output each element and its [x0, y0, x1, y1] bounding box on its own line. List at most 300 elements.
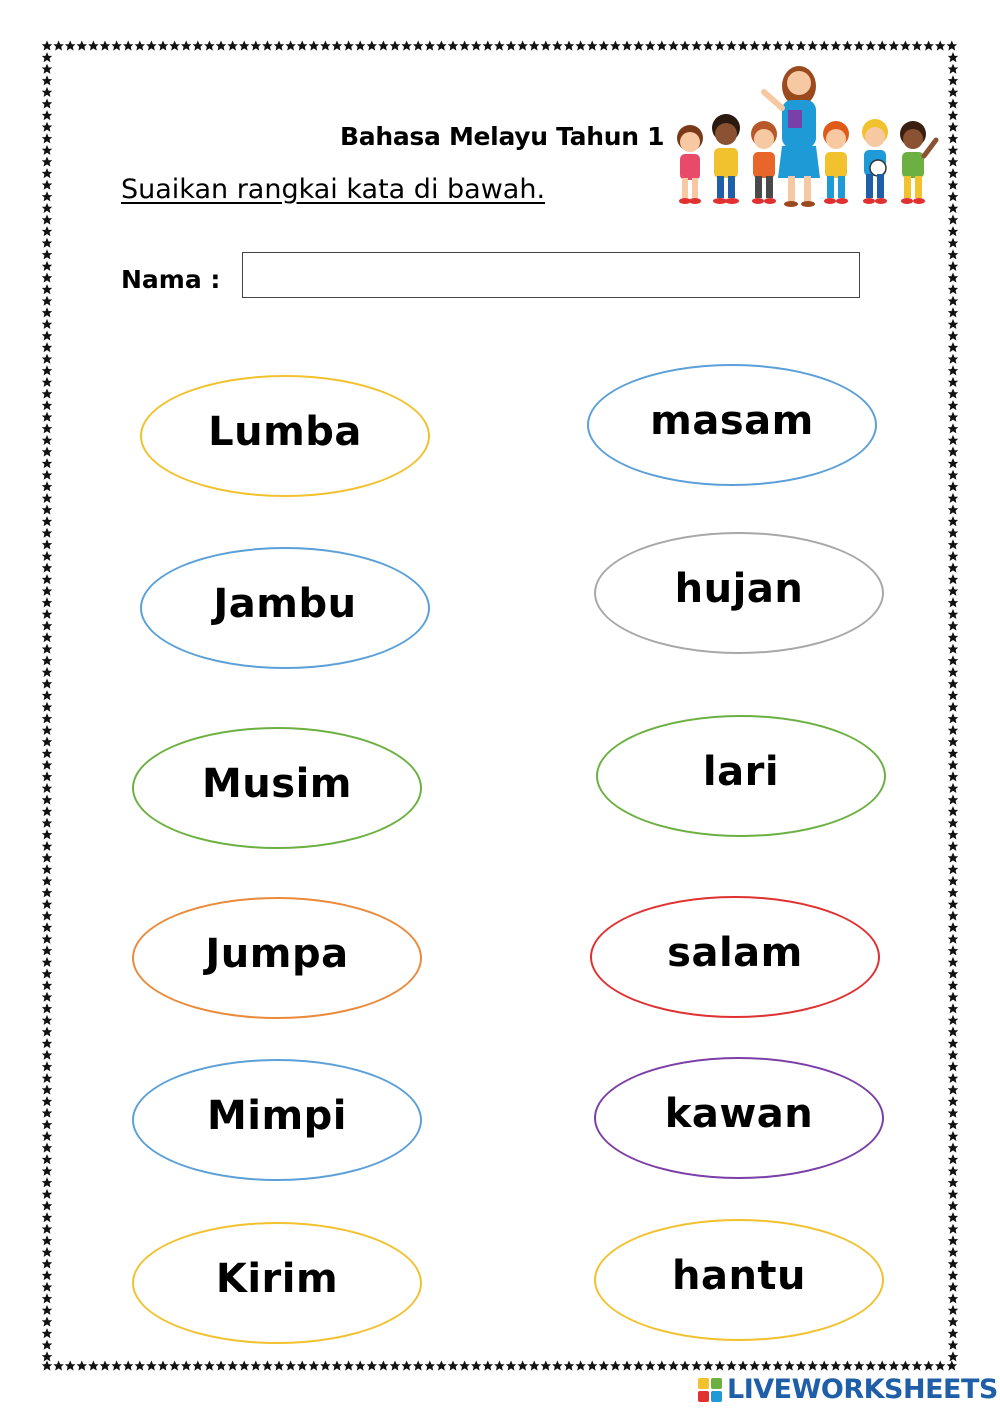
border-star: [65, 41, 75, 51]
border-star: [146, 1361, 156, 1371]
border-star: [42, 609, 52, 619]
border-star: [923, 1361, 933, 1371]
border-star: [935, 41, 945, 51]
border-star: [42, 377, 52, 387]
border-star: [216, 1361, 226, 1371]
border-star: [948, 945, 958, 955]
border-star: [158, 1361, 168, 1371]
border-star: [947, 1361, 957, 1371]
border-star: [169, 1361, 179, 1371]
border-star: [541, 41, 551, 51]
border-star: [42, 748, 52, 758]
border-star: [726, 41, 736, 51]
border-star: [948, 679, 958, 689]
border-star: [483, 1361, 493, 1371]
word-oval-left-3[interactable]: [132, 727, 422, 849]
border-star: [42, 1131, 52, 1141]
border-star: [42, 273, 52, 283]
border-star: [633, 41, 643, 51]
word-oval-left-6[interactable]: [132, 1222, 422, 1344]
border-star: [948, 853, 958, 863]
border-star: [948, 632, 958, 642]
border-star: [865, 41, 875, 51]
border-star: [738, 1361, 748, 1371]
border-star: [948, 1201, 958, 1211]
border-star: [53, 1361, 63, 1371]
border-star: [948, 934, 958, 944]
border-star: [948, 1189, 958, 1199]
border-star: [42, 597, 52, 607]
word-text: hujan: [674, 566, 804, 612]
border-star: [948, 887, 958, 897]
border-star: [459, 1361, 469, 1371]
border-star: [42, 191, 52, 201]
border-star: [42, 354, 52, 364]
border-star: [948, 760, 958, 770]
border-star: [413, 41, 423, 51]
border-star: [645, 41, 655, 51]
border-star: [506, 41, 516, 51]
border-star: [320, 1361, 330, 1371]
border-star: [42, 1143, 52, 1153]
word-text: kawan: [664, 1091, 814, 1137]
border-star: [42, 1317, 52, 1327]
border-star: [100, 1361, 110, 1371]
border-star: [42, 365, 52, 375]
border-star: [42, 75, 52, 85]
word-oval-left-2[interactable]: [140, 547, 430, 669]
border-star: [88, 1361, 98, 1371]
border-star: [42, 911, 52, 921]
border-star: [948, 841, 958, 851]
border-star: [587, 1361, 597, 1371]
border-star: [42, 887, 52, 897]
border-star: [807, 1361, 817, 1371]
border-star: [274, 41, 284, 51]
border-star: [367, 41, 377, 51]
border-star: [831, 1361, 841, 1371]
border-star: [948, 621, 958, 631]
border-star: [948, 389, 958, 399]
border-star: [297, 41, 307, 51]
border-star: [309, 41, 319, 51]
border-star: [948, 458, 958, 468]
border-star: [854, 1361, 864, 1371]
border-star: [42, 481, 52, 491]
border-star: [948, 1073, 958, 1083]
border-star: [948, 876, 958, 886]
border-star: [42, 1038, 52, 1048]
border-star: [948, 87, 958, 97]
border-star: [948, 1293, 958, 1303]
border-star: [42, 1361, 52, 1371]
border-star: [948, 1061, 958, 1071]
border-star: [42, 1166, 52, 1176]
border-star: [42, 1189, 52, 1199]
liveworksheets-logo: [697, 1374, 998, 1405]
word-oval-left-1[interactable]: [140, 375, 430, 497]
border-star: [948, 713, 958, 723]
border-star: [912, 41, 922, 51]
border-star: [948, 980, 958, 990]
border-star: [42, 1119, 52, 1129]
border-star: [459, 41, 469, 51]
border-star: [948, 168, 958, 178]
border-star: [401, 41, 411, 51]
border-star: [552, 1361, 562, 1371]
word-oval-right-2[interactable]: [594, 532, 884, 654]
border-star: [948, 737, 958, 747]
border-star: [948, 795, 958, 805]
border-star: [948, 412, 958, 422]
border-star: [42, 296, 52, 306]
border-star: [948, 400, 958, 410]
border-star: [42, 1224, 52, 1234]
border-star: [691, 41, 701, 51]
border-star: [761, 41, 771, 51]
child-5: [862, 119, 888, 204]
border-star: [42, 760, 52, 770]
border-star: [65, 1361, 75, 1371]
border-star: [948, 481, 958, 491]
border-star: [42, 957, 52, 967]
border-star: [948, 1247, 958, 1257]
border-star: [738, 41, 748, 51]
border-star: [42, 1270, 52, 1280]
border-star: [494, 41, 504, 51]
border-star: [948, 609, 958, 619]
border-star: [948, 1119, 958, 1129]
border-star: [42, 1305, 52, 1315]
border-star: [42, 586, 52, 596]
border-star: [948, 1015, 958, 1025]
border-star: [948, 423, 958, 433]
word-oval-left-4[interactable]: [132, 897, 422, 1019]
word-text: Musim: [202, 761, 352, 807]
border-star: [42, 319, 52, 329]
word-text: salam: [667, 930, 803, 976]
border-star: [948, 969, 958, 979]
border-star: [948, 191, 958, 201]
border-star: [343, 41, 353, 51]
border-star: [948, 75, 958, 85]
border-star: [948, 597, 958, 607]
border-star: [181, 1361, 191, 1371]
border-star: [42, 412, 52, 422]
border-star: [42, 922, 52, 932]
border-star: [935, 1361, 945, 1371]
border-star: [948, 1212, 958, 1222]
border-star: [948, 586, 958, 596]
border-star: [865, 1361, 875, 1371]
border-star: [657, 41, 667, 51]
border-star: [948, 435, 958, 445]
instruction-text: Suaikan rangkai kata di bawah.: [121, 174, 546, 205]
border-star: [948, 1224, 958, 1234]
brand-mark-icon: [697, 1377, 723, 1403]
border-star: [42, 423, 52, 433]
border-star: [100, 41, 110, 51]
border-star: [912, 1361, 922, 1371]
border-star: [749, 1361, 759, 1371]
border-star: [494, 1361, 504, 1371]
border-star: [42, 702, 52, 712]
border-star: [285, 41, 295, 51]
border-star: [239, 41, 249, 51]
border-star: [948, 1027, 958, 1037]
border-star: [948, 806, 958, 816]
border-star: [53, 41, 63, 51]
border-star: [948, 64, 958, 74]
border-star: [227, 41, 237, 51]
word-oval-right-6[interactable]: [594, 1219, 884, 1341]
border-star: [390, 41, 400, 51]
border-star: [948, 574, 958, 584]
border-star: [251, 41, 261, 51]
border-star: [42, 342, 52, 352]
border-star: [251, 1361, 261, 1371]
border-star: [42, 818, 52, 828]
border-star: [42, 876, 52, 886]
border-star: [668, 41, 678, 51]
word-text: hantu: [671, 1253, 807, 1299]
border-star: [761, 1361, 771, 1371]
border-star: [948, 725, 958, 735]
border-star: [285, 1361, 295, 1371]
border-star: [42, 841, 52, 851]
word-oval-right-1[interactable]: [587, 364, 877, 486]
child-6: [900, 121, 936, 204]
border-star: [42, 1235, 52, 1245]
border-star: [784, 1361, 794, 1371]
border-star: [948, 644, 958, 654]
border-star: [948, 1270, 958, 1280]
border-star: [948, 365, 958, 375]
border-star: [42, 1003, 52, 1013]
border-star: [691, 1361, 701, 1371]
page-title: Bahasa Melayu Tahun 1: [340, 122, 665, 151]
border-star: [42, 725, 52, 735]
border-star: [42, 261, 52, 271]
border-star: [42, 1201, 52, 1211]
border-star: [948, 1108, 958, 1118]
border-star: [42, 1154, 52, 1164]
word-oval-left-5[interactable]: [132, 1059, 422, 1181]
word-text: Jumpa: [205, 931, 349, 977]
border-star: [42, 551, 52, 561]
border-star: [146, 41, 156, 51]
border-star: [135, 41, 145, 51]
border-star: [42, 539, 52, 549]
border-star: [784, 41, 794, 51]
border-star: [645, 1361, 655, 1371]
border-star: [367, 1361, 377, 1371]
border-star: [42, 168, 52, 178]
border-star: [948, 771, 958, 781]
border-star: [42, 1259, 52, 1269]
border-star: [599, 41, 609, 51]
border-star: [900, 1361, 910, 1371]
border-star: [390, 1361, 400, 1371]
border-star: [42, 1050, 52, 1060]
border-star: [948, 1177, 958, 1187]
border-star: [42, 215, 52, 225]
teacher-students-illustration: [668, 56, 943, 211]
border-star: [948, 331, 958, 341]
border-star: [42, 157, 52, 167]
border-star: [401, 1361, 411, 1371]
border-star: [448, 1361, 458, 1371]
border-star: [42, 1177, 52, 1187]
border-star: [948, 1096, 958, 1106]
border-star: [425, 41, 435, 51]
border-star: [193, 41, 203, 51]
border-star: [42, 1085, 52, 1095]
border-star: [42, 899, 52, 909]
border-star: [42, 389, 52, 399]
border-star: [42, 400, 52, 410]
border-star: [77, 41, 87, 51]
border-star: [610, 41, 620, 51]
border-star: [948, 911, 958, 921]
border-star: [42, 574, 52, 584]
border-star: [297, 1361, 307, 1371]
border-star: [948, 1340, 958, 1350]
border-star: [42, 667, 52, 677]
border-star: [948, 551, 958, 561]
border-star: [749, 41, 759, 51]
border-star: [42, 110, 52, 120]
border-star: [796, 41, 806, 51]
border-star: [877, 1361, 887, 1371]
border-star: [42, 447, 52, 457]
border-star: [541, 1361, 551, 1371]
border-star: [193, 1361, 203, 1371]
border-star: [948, 783, 958, 793]
border-star: [42, 331, 52, 341]
border-star: [42, 1108, 52, 1118]
border-star: [948, 922, 958, 932]
border-star: [948, 99, 958, 109]
border-star: [552, 41, 562, 51]
border-star: [42, 180, 52, 190]
border-star: [309, 1361, 319, 1371]
border-star: [42, 145, 52, 155]
border-star: [622, 1361, 632, 1371]
border-star: [831, 41, 841, 51]
border-star: [169, 41, 179, 51]
border-star: [42, 64, 52, 74]
name-input[interactable]: [242, 252, 860, 298]
border-star: [42, 992, 52, 1002]
border-star: [948, 667, 958, 677]
border-star: [123, 41, 133, 51]
border-star: [715, 41, 725, 51]
border-star: [948, 52, 958, 62]
border-star: [413, 1361, 423, 1371]
border-star: [923, 41, 933, 51]
border-star: [948, 899, 958, 909]
child-1: [677, 125, 703, 204]
border-star: [948, 226, 958, 236]
border-star: [42, 516, 52, 526]
border-star: [42, 133, 52, 143]
border-star: [948, 342, 958, 352]
border-star: [42, 853, 52, 863]
border-star: [948, 957, 958, 967]
border-star: [715, 1361, 725, 1371]
border-star: [262, 41, 272, 51]
border-star: [948, 1317, 958, 1327]
border-star: [587, 41, 597, 51]
border-star: [948, 992, 958, 1002]
border-star: [948, 180, 958, 190]
border-star: [42, 1096, 52, 1106]
border-star: [948, 354, 958, 364]
border-star: [204, 1361, 214, 1371]
border-star: [42, 563, 52, 573]
border-star: [948, 702, 958, 712]
border-star: [42, 528, 52, 538]
word-oval-right-4[interactable]: [590, 896, 880, 1018]
border-star: [42, 679, 52, 689]
border-star: [88, 41, 98, 51]
border-star: [842, 41, 852, 51]
border-star: [42, 1015, 52, 1025]
border-star: [42, 1212, 52, 1222]
border-star: [42, 470, 52, 480]
border-star: [948, 1282, 958, 1292]
border-star: [948, 505, 958, 515]
border-star: [436, 41, 446, 51]
border-star: [42, 655, 52, 665]
border-star: [262, 1361, 272, 1371]
border-star: [239, 1361, 249, 1371]
border-star: [948, 215, 958, 225]
border-star: [42, 644, 52, 654]
border-star: [42, 713, 52, 723]
brand-text: LIVEWORKSHEETS: [727, 1374, 998, 1405]
border-star: [657, 1361, 667, 1371]
border-star: [948, 539, 958, 549]
border-star: [204, 41, 214, 51]
border-star: [948, 748, 958, 758]
border-star: [448, 41, 458, 51]
border-star: [42, 1061, 52, 1071]
border-star: [42, 934, 52, 944]
border-star: [796, 1361, 806, 1371]
border-star: [42, 122, 52, 132]
border-star: [42, 1340, 52, 1350]
border-star: [42, 621, 52, 631]
border-star: [77, 1361, 87, 1371]
border-star: [948, 238, 958, 248]
border-star: [948, 470, 958, 480]
border-star: [948, 1351, 958, 1361]
border-star: [378, 41, 388, 51]
word-oval-right-3[interactable]: [596, 715, 886, 837]
border-star: [948, 1038, 958, 1048]
border-star: [680, 1361, 690, 1371]
border-star: [900, 41, 910, 51]
border-star: [42, 99, 52, 109]
border-star: [378, 1361, 388, 1371]
border-star: [948, 655, 958, 665]
word-text: masam: [650, 398, 814, 444]
word-oval-right-5[interactable]: [594, 1057, 884, 1179]
border-star: [42, 737, 52, 747]
border-star: [948, 145, 958, 155]
